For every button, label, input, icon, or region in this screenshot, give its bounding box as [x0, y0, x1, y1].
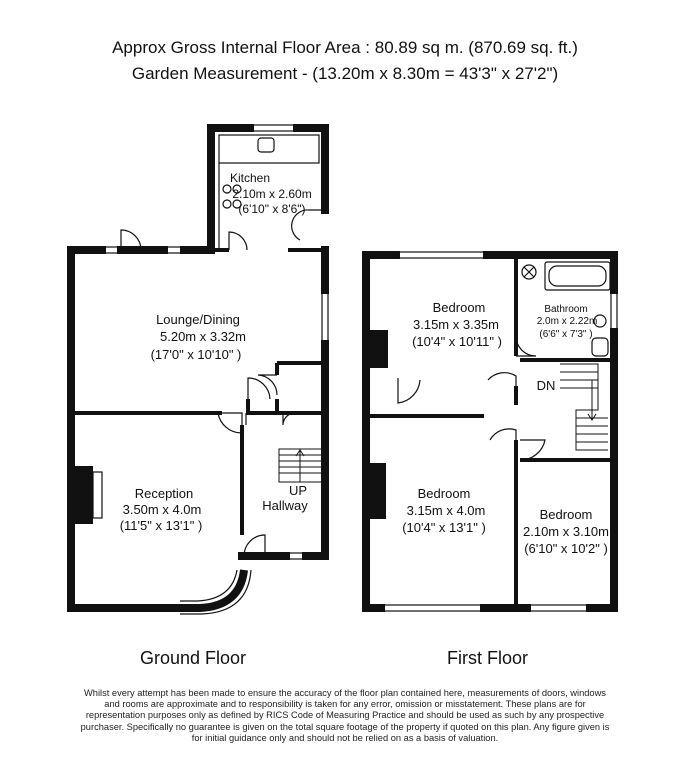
bedroom3-imperial: (6'10" x 10'2" ) — [524, 541, 608, 556]
reception-label: Reception — [134, 486, 194, 501]
kitchen-metric: 2.10m x 2.60m — [232, 187, 312, 201]
first-floor-label: First Floor — [447, 648, 528, 668]
bedroom2-imperial: (10'4" x 13'1" ) — [402, 520, 486, 535]
hallway-label: Hallway — [262, 498, 308, 513]
bedroom1-metric: 3.15m x 3.35m — [413, 317, 499, 332]
reception-imperial: (11'5" x 13'1" ) — [119, 518, 203, 533]
kitchen-imperial: (6'10" x 8'6") — [238, 202, 306, 216]
lounge-label: Lounge/Dining — [156, 312, 240, 327]
bedroom2-label: Bedroom — [417, 486, 471, 501]
bedroom3-label: Bedroom — [539, 507, 593, 522]
bedroom1-imperial: (10'4" x 10'11" ) — [412, 334, 502, 349]
lounge-metric: 5.20m x 3.32m — [160, 329, 246, 344]
kitchen-label: Kitchen — [229, 171, 271, 185]
hallway-stairs-up-label: UP — [288, 483, 308, 498]
bathroom-label: Bathroom — [544, 304, 588, 315]
bathroom-imperial: (6'6" x 7'3" ) — [539, 329, 593, 340]
ground-floor-label: Ground Floor — [140, 648, 247, 668]
garden-measurement-heading: Garden Measurement - (13.20m x 8.30m = 43'3" x 27'2") — [131, 64, 559, 83]
bedroom2-metric: 3.15m x 4.0m — [406, 503, 486, 518]
bedroom1-label: Bedroom — [432, 300, 486, 315]
floor-area-heading: Approx Gross Internal Floor Area : 80.89 sq m. (870.69 sq. ft.) — [112, 38, 578, 57]
reception-metric: 3.50m x 4.0m — [122, 502, 202, 517]
landing-stairs-down-label: DN — [536, 378, 556, 393]
bedroom3-metric: 2.10m x 3.10m — [523, 524, 609, 539]
bathroom-metric: 2.0m x 2.22m — [536, 316, 598, 327]
lounge-imperial: (17'0" x 10'10" ) — [150, 347, 242, 362]
disclaimer-text: Whilst every attempt has been made to ensure the accuracy of the floor plan contained here, measurements of doors, windows and rooms are approximate and to responsibility is taken for any error, omission or misstatement. These plans are for representation purposes only as defined by RICS Code of Measuring Practice and should be used as such by any prospective purchaser. Specifically no guarantee is given on the total square footage of the property if quoted on this plan. Any figure given is for initial guidance only and should not be relied on as a basis of valuation. — [80, 688, 610, 743]
